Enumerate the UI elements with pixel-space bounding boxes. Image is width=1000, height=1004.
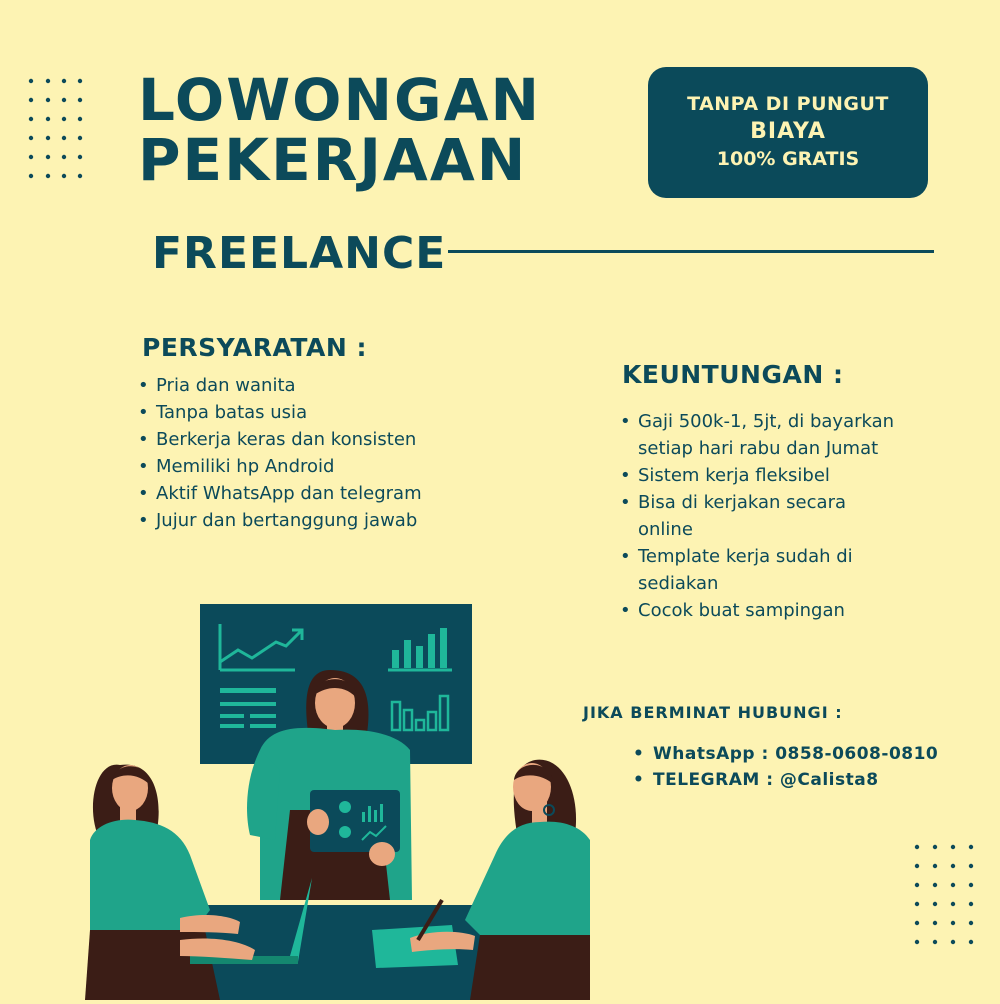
list-item: • Memiliki hp Android xyxy=(136,453,522,480)
title-line-2: PEKERJAAN xyxy=(138,126,528,194)
benefits-list xyxy=(618,408,903,624)
list-item: • Bisa di kerjakan secara online xyxy=(618,489,858,543)
list-item: • Gaji 500k-1, 5jt, di bayarkan setiap hari rabu dan Jumat xyxy=(618,408,903,462)
badge-line-3: 100% GRATIS xyxy=(716,148,860,170)
freelance-heading: FREELANCE xyxy=(152,228,447,279)
list-item: • Cocok buat sampingan xyxy=(618,597,903,624)
list-item: • Pria dan wanita xyxy=(136,372,522,399)
requirements-heading: PERSYARATAN : xyxy=(142,333,367,362)
dot-grid-top-left xyxy=(28,78,84,194)
whatsapp-contact[interactable]: • WhatsApp : 0858-0608-0810 xyxy=(633,741,938,767)
benefits-section xyxy=(622,360,922,624)
dot-grid-bottom-right xyxy=(914,844,974,960)
title-line-1: LOWONGAN xyxy=(138,66,542,134)
list-item: • Sistem kerja fleksibel xyxy=(618,462,903,489)
benefits-heading: KEUNTUNGAN : xyxy=(622,360,844,389)
contact-list xyxy=(633,741,938,793)
list-item: • Aktif WhatsApp dan telegram xyxy=(136,480,522,507)
list-item: • Template kerja sudah di sediakan xyxy=(618,543,878,597)
list-item: • Berkerja keras dan konsisten xyxy=(136,426,522,453)
requirements-list xyxy=(136,372,522,534)
list-item: • Tanpa batas usia xyxy=(136,399,522,426)
team-meeting-illustration xyxy=(80,600,590,1000)
requirements-section xyxy=(142,333,522,534)
list-item: • Jujur dan bertanggung jawab xyxy=(136,507,522,534)
divider-line xyxy=(448,250,934,253)
badge-line-2: BIAYA xyxy=(750,119,826,144)
contact-heading: JIKA BERMINAT HUBUNGI : xyxy=(583,703,843,722)
badge-line-1: TANPA DI PUNGUT xyxy=(687,93,889,115)
telegram-contact[interactable]: • TELEGRAM : @Calista8 xyxy=(633,767,938,793)
page-title xyxy=(138,66,542,194)
free-badge xyxy=(648,67,928,198)
